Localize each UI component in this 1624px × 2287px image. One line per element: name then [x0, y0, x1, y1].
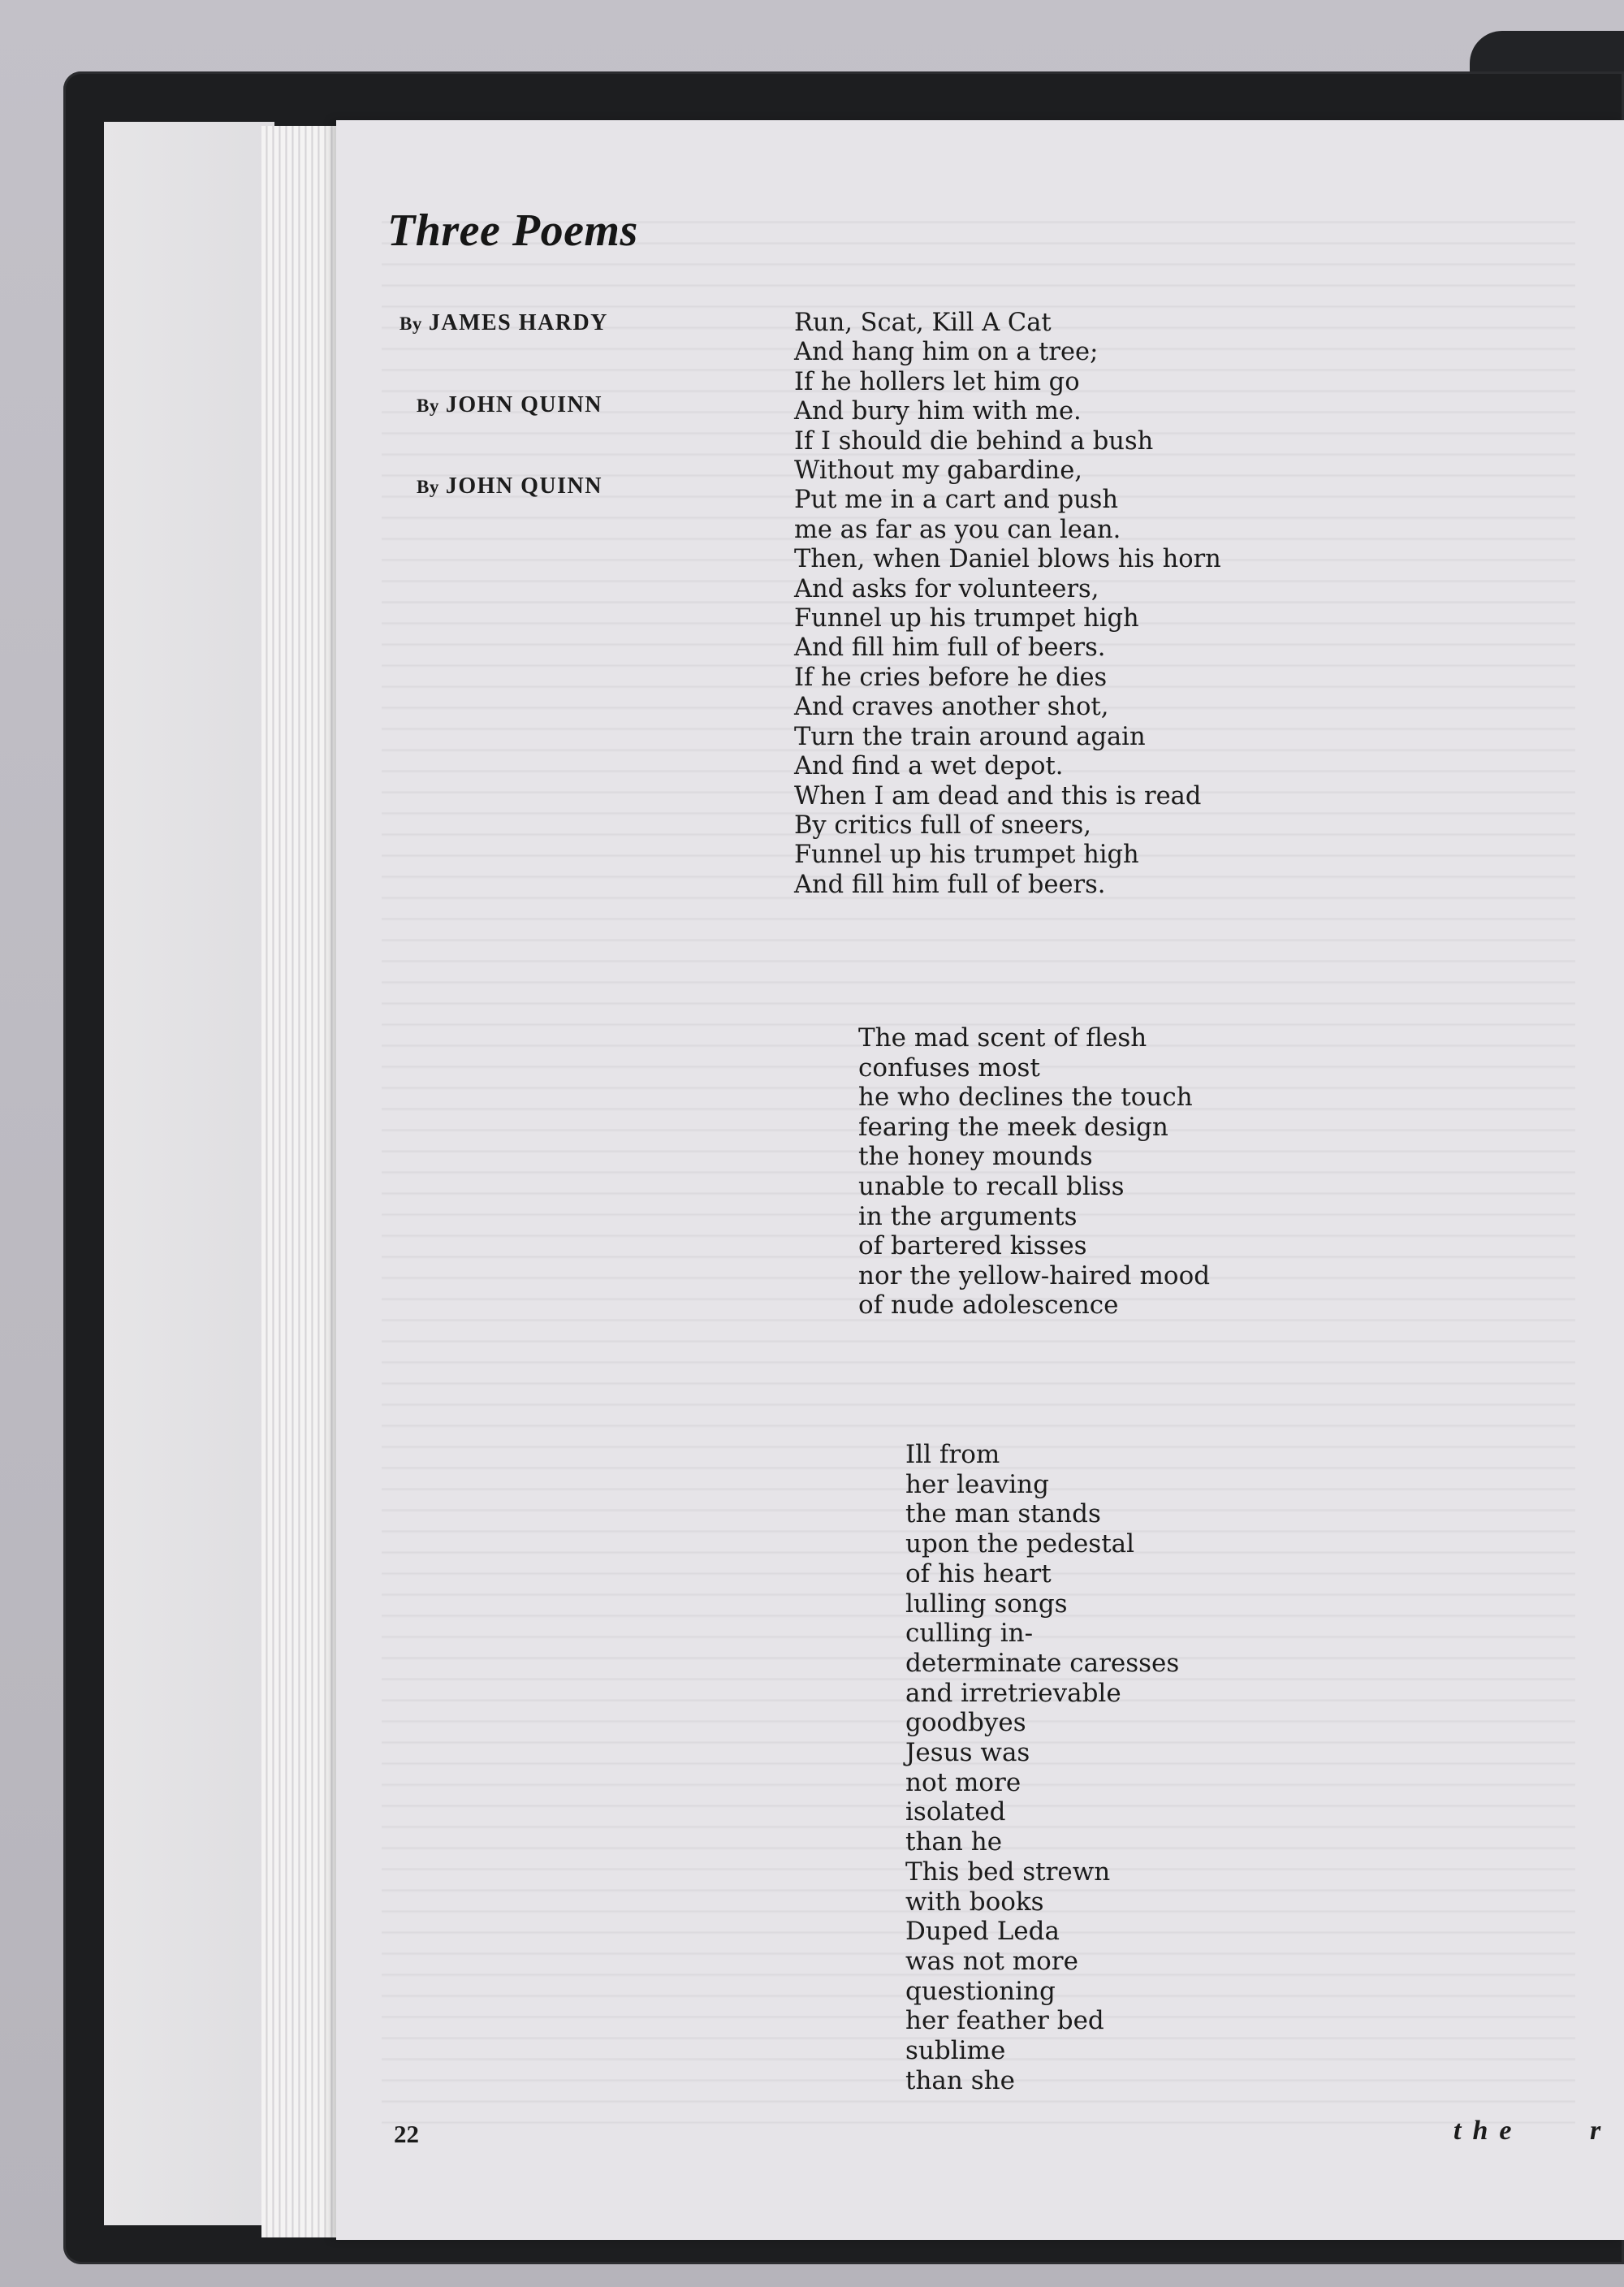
- poem-line: isolated: [905, 1797, 1006, 1827]
- poem-line: And bury him with me.: [794, 397, 1082, 426]
- poem-line: And hang him on a tree;: [794, 338, 1099, 367]
- poem-line: Run, Scat, Kill A Cat: [794, 309, 1052, 337]
- poem-line: sublime: [905, 2036, 1006, 2066]
- poem-line: determinate caresses: [905, 1648, 1180, 1678]
- poem-line: her leaving: [905, 1469, 1049, 1499]
- poem-line: questioning: [905, 1976, 1056, 2006]
- poem-line: If I should die behind a bush: [794, 426, 1154, 456]
- poem-line: If he cries before he dies: [794, 663, 1108, 692]
- poem-ill-from: [905, 1440, 1179, 2095]
- poem-line: If he hollers let him go: [794, 367, 1080, 396]
- poem-line: culling in-: [905, 1619, 1034, 1649]
- poem-line: the honey mounds: [858, 1142, 1093, 1172]
- poem-line: This bed strewn: [905, 1857, 1111, 1887]
- poem-line: And find a wet depot.: [794, 752, 1064, 781]
- poem-line: nor the yellow-haired mood: [858, 1260, 1211, 1290]
- running-footer-cutoff: r: [1590, 2116, 1601, 2146]
- poem-line: of nude adolescence: [858, 1290, 1119, 1321]
- poem-line: Without my gabardine,: [794, 456, 1082, 486]
- binder-backboard: [104, 122, 274, 2225]
- byline-prefix: By: [400, 313, 422, 334]
- poem-line: of bartered kisses: [858, 1231, 1087, 1261]
- poem-line: was not more: [905, 1946, 1078, 1976]
- poem-line: fearing the meek design: [858, 1112, 1168, 1142]
- poem-line: the man stands: [905, 1499, 1101, 1529]
- poem-line: lulling songs: [905, 1589, 1068, 1619]
- poem-run-scat: [794, 309, 1221, 900]
- byline-author: JAMES HARDY: [428, 310, 608, 335]
- running-footer-title: the: [1453, 2116, 1523, 2146]
- poem-line: confuses most: [858, 1053, 1040, 1083]
- poem-line: Then, when Daniel blows his horn: [794, 545, 1221, 574]
- poem-line: Funnel up his trumpet high: [794, 841, 1139, 870]
- poem-line: goodbyes: [905, 1708, 1026, 1738]
- poem-line: her feather bed: [905, 2006, 1104, 2036]
- byline-author: JOHN QUINN: [445, 473, 603, 499]
- poem-line: with books: [905, 1887, 1044, 1917]
- poem-line: Ill from: [905, 1440, 1000, 1469]
- poem-line: unable to recall bliss: [858, 1171, 1125, 1201]
- poem-line: in the arguments: [858, 1201, 1078, 1231]
- poem-line: than he: [905, 1827, 1003, 1857]
- page-title: Three Poems: [387, 205, 638, 256]
- byline-james-hardy: [400, 310, 608, 336]
- poem-line: And fill him full of beers.: [794, 633, 1106, 663]
- poem-line: Jesus was: [905, 1738, 1030, 1768]
- poem-line: not more: [905, 1767, 1021, 1797]
- poem-line: The mad scent of flesh: [858, 1023, 1147, 1053]
- poem-line: And asks for volunteers,: [794, 574, 1099, 603]
- poem-line: And fill him full of beers.: [794, 870, 1106, 899]
- byline-john-quinn-1: [417, 392, 603, 418]
- page-number: 22: [394, 2120, 419, 2148]
- poem-line: By critics full of sneers,: [794, 811, 1091, 840]
- poem-line: upon the pedestal: [905, 1529, 1135, 1559]
- byline-author: JOHN QUINN: [445, 392, 603, 417]
- byline-prefix: By: [417, 396, 439, 416]
- poem-line: Duped Leda: [905, 1917, 1060, 1947]
- poem-line: he who declines the touch: [858, 1083, 1193, 1113]
- poem-line: Put me in a cart and push: [794, 486, 1119, 515]
- poem-line: And craves another shot,: [794, 693, 1109, 722]
- byline-john-quinn-2: [417, 473, 603, 499]
- poem-line: me as far as you can lean.: [794, 515, 1121, 544]
- byline-prefix: By: [417, 477, 439, 497]
- poem-line: Funnel up his trumpet high: [794, 604, 1139, 633]
- poem-line: When I am dead and this is read: [794, 781, 1202, 811]
- poem-line: and irretrievable: [905, 1678, 1121, 1708]
- poem-line: of his heart: [905, 1559, 1052, 1589]
- poem-line: than she: [905, 2065, 1015, 2095]
- poem-mad-scent: [858, 1023, 1210, 1321]
- poem-line: Turn the train around again: [794, 722, 1146, 751]
